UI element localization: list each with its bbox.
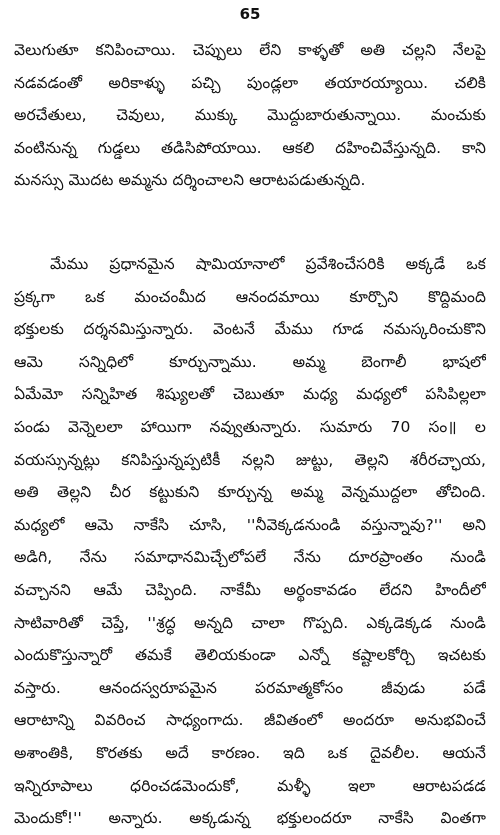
text-line: సాటివారితో చెప్తే, ''శ్రద్ధ అన్నది చాలా గొప్పది. ఎక్కడెక్కడ నుండి (14, 613, 486, 632)
text-line: మేము ప్రధానమైన షామియానాలో ప్రవేశించేసరికి అక్కడే ఒక (50, 255, 486, 273)
text-line: వచ్చానని ఆమే చెప్పింది. నాకేమీ అర్థంకావడం లేదని హిందీలో (14, 580, 486, 599)
text-line: మధ్యలో ఆమె నాకేసి చూసి, ''నీవెక్కడనుండి వస్తున్నావు?'' అని (14, 515, 486, 534)
text-line: అరచేతులు, చెవులు, ముక్కు మొద్దుబారుతున్నాయి. మంచుకు (14, 106, 486, 125)
text-line: భక్తులకు దర్శనమిస్తున్నారు. వెంటనే మేము గూడ నమస్కరించుకొని (14, 320, 486, 339)
text-line: వస్తారు. ఆనందస్వరూపమైన పరమాత్మకోసం జీవుడు పడే (14, 678, 486, 697)
text-line: ఇన్నిరూపాలు ధరించడమెందుకో, మళ్ళీ ఇలా ఆరాటపడడ (14, 776, 486, 795)
text-line: ఆరాటాన్ని వివరించ సాధ్యంగాదు. జీవితంలో అందరూ అనుభవించే (14, 711, 486, 730)
text-line: మెందుకో!'' అన్నారు. అక్కడున్న భక్తులందరూ నాకేసి వింతగా (14, 809, 486, 828)
text-line: వయస్సున్నట్లు కనిపిస్తున్నప్పటికీ నల్లని జుట్టు, తెల్లని శరీరచ్ఛాయ, (14, 450, 486, 469)
text-line: అశాంతికి, కొరతకు అదే కారణం. ఇది ఒక దైవలీల. ఆయనే (14, 743, 486, 762)
text-line: మనస్సు మొదట అమ్మను దర్శించాలని ఆరాటపడుతున్నది. (14, 171, 366, 190)
text-line: ఏమేమో సన్నిహిత శిష్యులతో చెబుతూ మధ్య మధ్యలో పసిపిల్లలా (14, 385, 486, 404)
text-line: వంటినున్న గుడ్డలు తడిసిపోయాయి. ఆకలి దహించివేస్తున్నది. కాని (14, 138, 486, 157)
text-line: నడవడంతో అరికాళ్ళు పచ్చి పుండ్లలా తయారయ్యాయి. చలికి (14, 73, 486, 92)
paragraph-2 (14, 248, 486, 835)
page-number: 65 (239, 5, 261, 23)
text-line: అతి తెల్లని చీర కట్టుకుని కూర్చున్న అమ్మ వెన్నముద్దలా తోచింది. (14, 483, 486, 502)
text-line: అడిగి, నేను సమాధానమిచ్చేలోపలే నేను దూరప్రాంతం నుండి (14, 548, 486, 567)
text-line: వెలుగుతూ కనిపించాయి. చెప్పులు లేని కాళ్ళతో అతి చల్లని నేలపై (14, 41, 486, 59)
text-line: ఎందుకొస్తున్నారో తమకే తెలియకుండా ఎన్నో కష్టాలకోర్చి ఇచటకు (14, 646, 486, 665)
text-line: ఆమె సన్నిధిలో కూర్చున్నాము. అమ్మ బెంగాలీ భాషలో (14, 352, 486, 371)
paragraph-1 (14, 34, 486, 197)
text-line: పండు వెన్నెలలా హాయిగా నవ్వుతున్నారు. సుమారు 70 సం॥ ల (14, 417, 486, 436)
text-line: ప్రక్కగా ఒక మంచంమీద ఆనందమాయి కూర్చొని కొద్దిమంది (14, 287, 486, 306)
